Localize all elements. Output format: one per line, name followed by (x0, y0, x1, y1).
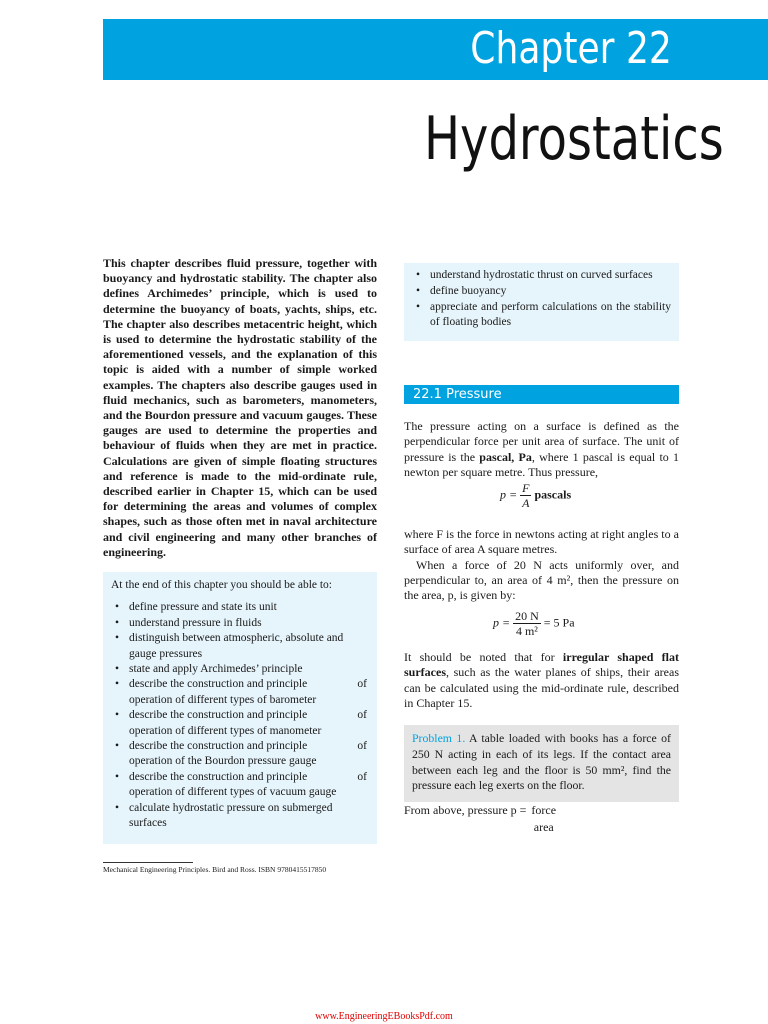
list-item-of: of (357, 770, 367, 783)
list-item: • distinguish between atmospheric, absolute and gauge pressures (111, 631, 369, 662)
list-item: • understand pressure in fluids (111, 616, 369, 631)
list-item-line: • describe the construction and principle (129, 709, 308, 722)
list-item-line: operation of different types of vacuum gauge (129, 786, 337, 799)
pressure-formula (500, 481, 571, 510)
text-run: It should be noted that for (404, 650, 563, 664)
formula-result: = 5 Pa (543, 615, 575, 630)
text-run: , such as the water planes of ships, their areas can be calculated using the mid-ordinate rule, described in Chapter 15. (404, 665, 679, 710)
objectives-intro: At the end of this chapter you should be able to: (111, 579, 333, 591)
fraction (513, 609, 541, 638)
fraction (520, 481, 531, 510)
section-paragraph-3 (404, 650, 679, 711)
problem-label: Problem 1. (412, 731, 466, 745)
text-run-bold: pascal, Pa (479, 449, 532, 464)
chapter-label: Chapter 22 (470, 23, 672, 74)
problem-text: A table loaded with books has a force of 250 N acting in each of its legs. If the contact area between each leg and the floor is 50 mm², find the pressure each leg exerts on the floor. (412, 731, 671, 793)
fraction-denominator: 4 m² (513, 623, 541, 638)
list-item-of: of (357, 709, 367, 722)
fraction-numerator: force (531, 803, 557, 817)
page-title: Hydrostatics (424, 104, 724, 174)
formula-lhs: p = (500, 487, 518, 502)
text-run: The pressure acting on a surface is defined as the perpendicular force per unit area of surface. The unit of pressure is the (404, 419, 679, 464)
paragraph-text: When a force of 20 N acts uniformly over, and perpendicular to, an area of 4 m², then the pressure on the area, p, is given by: (404, 557, 679, 603)
objectives-continued-list (412, 268, 671, 331)
fraction-numerator: 20 N (515, 609, 539, 623)
fraction-denominator: area (533, 820, 554, 834)
list-item (111, 708, 369, 739)
list-item (111, 677, 369, 708)
objectives-continued-box (404, 263, 679, 341)
formula-lhs: p = (493, 615, 511, 630)
solution-line (404, 803, 558, 834)
footnote-divider (103, 862, 193, 863)
chapter-banner (103, 19, 768, 80)
list-item-line: • describe the construction and principle (129, 770, 308, 783)
list-item-line: • describe the construction and principle (129, 678, 308, 691)
section-paragraph-1 (404, 419, 679, 480)
list-item: • define buoyancy (412, 284, 671, 300)
list-item (111, 770, 369, 801)
fraction-denominator: A (522, 496, 530, 510)
solution-lead: From above, pressure p = (404, 803, 527, 817)
list-item-of: of (357, 740, 367, 753)
list-item (111, 739, 369, 770)
section-paragraph-2 (404, 527, 679, 603)
footnote: Mechanical Engineering Principles. Bird and Ross. ISBN 9780415517850 (103, 865, 327, 874)
list-item: • calculate hydrostatic pressure on submerged surfaces (111, 801, 369, 832)
list-item-of: of (357, 678, 367, 691)
list-item: • state and apply Archimedes’ principle (111, 662, 369, 677)
website-link[interactable]: www.EngineeringEBooksPdf.com (315, 1011, 453, 1022)
fraction-numerator: F (522, 481, 530, 495)
list-item-line: operation of different types of manometer (129, 724, 322, 737)
list-item-line: operation of different types of barometer (129, 693, 317, 706)
paragraph-text: where F is the force in newtons acting at right angles to a surface of area A square metres. (404, 527, 679, 557)
list-item: • appreciate and perform calculations on the stability of floating bodies (412, 300, 671, 332)
fraction (529, 803, 558, 834)
text-run: , where 1 pascal is equal to 1 newton per square metre. Thus pressure, (404, 449, 679, 479)
objectives-list (111, 600, 369, 831)
problem-box (404, 725, 679, 802)
list-item: • understand hydrostatic thrust on curved surfaces (412, 268, 671, 284)
formula-unit: pascals (534, 487, 572, 502)
objectives-box (103, 572, 377, 844)
section-heading: 22.1 Pressure (404, 385, 679, 404)
intro-paragraph: This chapter describes fluid pressure, together with buoyancy and hydrostatic stability. The chapter also defines Archimedes’ principle, which is used to determine the buoyancy of boats, yachts, ships, etc. The chapter also describes metacentric height, which is used to determine the hydrostatic stability of the aforementioned vessels, and the explanation of this topic is aided with a number of simple worked examples. The chapters also describe gauges used in fluid mechanics, such as barometers, manometers, and the Bourdon pressure and vacuum gauges. These gauges are used to determine the properties and behaviour of fluids when they are met in practice. Calculations are given of simple floating structures and reference is made to the mid-ordinate rule, described earlier in Chapter 15, which can be used for determining the areas and volumes of complex shapes, such as those often met in naval architecture and civil engineering and many other branches of engineering. (103, 256, 377, 559)
text-run-bold: irregular shaped flat surfaces (404, 650, 679, 680)
list-item-line: • describe the construction and principle (129, 740, 308, 753)
example-formula (493, 609, 575, 638)
list-item-line: operation of the Bourdon pressure gauge (129, 755, 317, 768)
list-item: • define pressure and state its unit (111, 600, 369, 615)
